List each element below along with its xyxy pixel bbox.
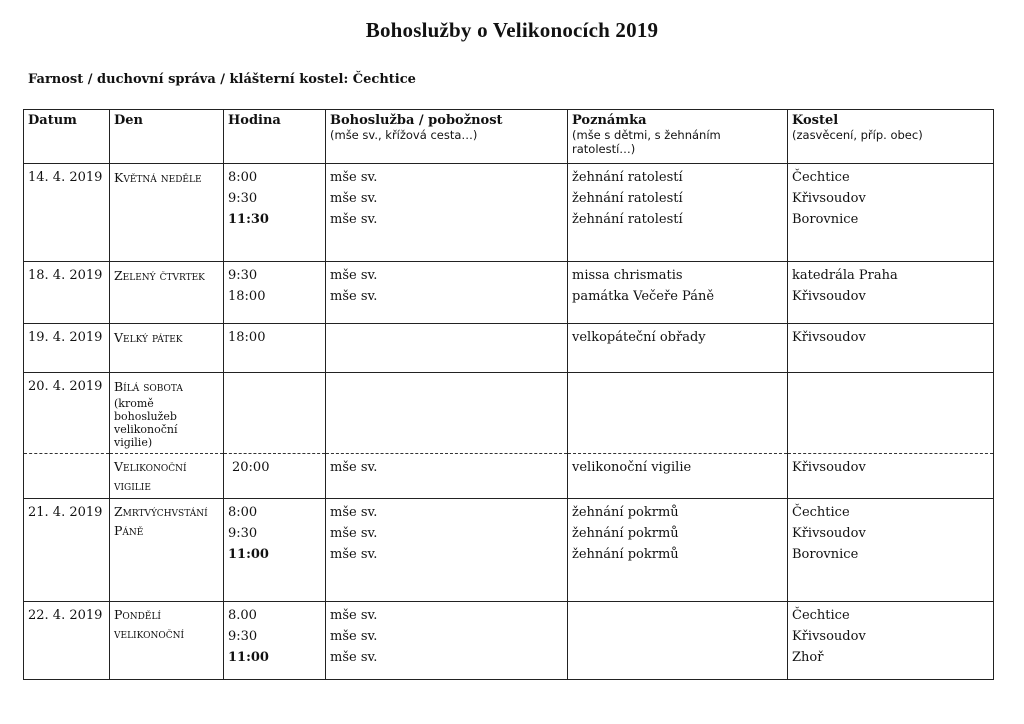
date-cell bbox=[24, 324, 110, 373]
header-bohosluzba bbox=[326, 110, 568, 164]
date-cell bbox=[24, 602, 110, 680]
church-cell bbox=[788, 499, 994, 602]
service-text: mše sv. bbox=[330, 629, 378, 644]
service-text: mše sv. bbox=[330, 650, 378, 665]
note-cell bbox=[568, 499, 788, 602]
date-text: 14. 4. 2019 bbox=[28, 170, 103, 185]
date-text: 18. 4. 2019 bbox=[28, 268, 103, 283]
date-text: 22. 4. 2019 bbox=[28, 608, 103, 623]
table-row bbox=[24, 262, 994, 324]
service-text: mše sv. bbox=[330, 268, 378, 283]
date-cell bbox=[24, 454, 110, 499]
church-text: Křivsoudov bbox=[792, 629, 866, 644]
day-text: Bílá sobota bbox=[114, 379, 183, 394]
day-cell bbox=[110, 262, 224, 324]
note-text: žehnání pokrmů bbox=[572, 505, 679, 520]
page-title: Bohoslužby o Velikonocích 2019 bbox=[365, 18, 659, 42]
date-cell bbox=[24, 373, 110, 454]
table-row bbox=[24, 499, 994, 602]
header-poznamka-sub: (mše s dětmi, s žehnáním ratolestí…) bbox=[572, 128, 721, 156]
date-text: 21. 4. 2019 bbox=[28, 505, 103, 520]
day-cell bbox=[110, 373, 224, 454]
church-cell bbox=[788, 602, 994, 680]
church-text: Křivsoudov bbox=[792, 460, 866, 475]
note-cell bbox=[568, 602, 788, 680]
service-cell bbox=[326, 602, 568, 680]
day-text: Velikonoční vigilie bbox=[114, 459, 187, 493]
date-cell bbox=[24, 499, 110, 602]
day-text: Květná neděle bbox=[114, 170, 202, 185]
time-text: 11:00 bbox=[228, 650, 269, 665]
church-text: Čechtice bbox=[792, 505, 850, 520]
service-text: mše sv. bbox=[330, 212, 378, 227]
parish-line: Farnost / duchovní správa / klášterní kostel: Čechtice bbox=[28, 72, 416, 87]
note-text: památka Večeře Páně bbox=[572, 289, 715, 304]
church-text: Borovnice bbox=[792, 547, 859, 562]
day-cell bbox=[110, 602, 224, 680]
day-text: Velký pátek bbox=[114, 330, 183, 345]
service-cell bbox=[326, 454, 568, 499]
time-cell bbox=[224, 164, 326, 262]
header-kostel-sub: (zasvěcení, příp. obec) bbox=[792, 128, 923, 142]
note-text: žehnání pokrmů bbox=[572, 547, 679, 562]
note-cell bbox=[568, 262, 788, 324]
church-text: katedrála Praha bbox=[792, 268, 898, 283]
service-cell bbox=[326, 262, 568, 324]
time-text: 20:00 bbox=[232, 460, 270, 475]
day-cell bbox=[110, 324, 224, 373]
time-text: 18:00 bbox=[228, 330, 266, 345]
church-text: Křivsoudov bbox=[792, 289, 866, 304]
church-text: Křivsoudov bbox=[792, 191, 866, 206]
time-text: 9:30 bbox=[228, 191, 258, 206]
day-cell bbox=[110, 454, 224, 499]
service-cell bbox=[326, 324, 568, 373]
header-hodina: Hodina bbox=[224, 110, 326, 164]
time-text: 8.00 bbox=[228, 608, 257, 623]
church-cell bbox=[788, 373, 994, 454]
header-datum: Datum bbox=[24, 110, 110, 164]
table-row bbox=[24, 324, 994, 373]
note-text: žehnání ratolestí bbox=[572, 191, 683, 206]
date-cell bbox=[24, 164, 110, 262]
service-text: mše sv. bbox=[330, 547, 378, 562]
service-cell bbox=[326, 164, 568, 262]
church-cell bbox=[788, 324, 994, 373]
service-text: mše sv. bbox=[330, 505, 378, 520]
header-bohosluzba-label: Bohoslužba / pobožnost bbox=[330, 113, 503, 128]
service-text bbox=[330, 327, 563, 348]
service-text: mše sv. bbox=[330, 170, 378, 185]
time-cell bbox=[224, 324, 326, 373]
table-row bbox=[24, 164, 994, 262]
note-text: velkopáteční obřady bbox=[572, 330, 706, 345]
service-text: mše sv. bbox=[330, 191, 378, 206]
note-cell bbox=[568, 164, 788, 262]
service-text: mše sv. bbox=[330, 608, 378, 623]
time-text: 9:30 bbox=[228, 268, 258, 283]
time-text: 11:30 bbox=[228, 212, 269, 227]
day-note: (kromě bohoslužeb velikonoční vigilie) bbox=[114, 397, 178, 449]
table-row bbox=[24, 373, 994, 454]
service-cell bbox=[326, 373, 568, 454]
time-text: 18:00 bbox=[228, 289, 266, 304]
day-cell bbox=[110, 499, 224, 602]
time-cell bbox=[224, 602, 326, 680]
note-text: žehnání ratolestí bbox=[572, 212, 683, 227]
header-poznamka-label: Poznámka bbox=[572, 113, 647, 128]
day-text: Zelený čtvrtek bbox=[114, 268, 205, 283]
day-text: Zmrtvýchvstání Páně bbox=[114, 504, 208, 538]
header-den: Den bbox=[110, 110, 224, 164]
church-text: Borovnice bbox=[792, 212, 859, 227]
header-poznamka bbox=[568, 110, 788, 164]
time-cell bbox=[224, 373, 326, 454]
time-cell bbox=[224, 499, 326, 602]
church-text: Čechtice bbox=[792, 170, 850, 185]
date-text: 20. 4. 2019 bbox=[28, 379, 103, 394]
time-text: 8:00 bbox=[228, 505, 258, 520]
service-cell bbox=[326, 499, 568, 602]
header-bohosluzba-sub: (mše sv., křížová cesta…) bbox=[330, 128, 478, 142]
church-text: Zhoř bbox=[792, 650, 824, 665]
church-text: Křivsoudov bbox=[792, 526, 866, 541]
church-cell bbox=[788, 454, 994, 499]
service-text: mše sv. bbox=[330, 526, 378, 541]
date-text: 19. 4. 2019 bbox=[28, 330, 103, 345]
table-row bbox=[24, 602, 994, 680]
time-text: 9:30 bbox=[228, 629, 258, 644]
time-text: 8:00 bbox=[228, 170, 258, 185]
note-text: missa chrismatis bbox=[572, 268, 683, 283]
time-cell bbox=[224, 262, 326, 324]
church-cell bbox=[788, 164, 994, 262]
note-text: žehnání pokrmů bbox=[572, 526, 679, 541]
time-text: 11:00 bbox=[228, 547, 269, 562]
church-text: Čechtice bbox=[792, 608, 850, 623]
service-text: mše sv. bbox=[330, 289, 378, 304]
note-text: velikonoční vigilie bbox=[572, 460, 692, 475]
church-cell bbox=[788, 262, 994, 324]
header-kostel-label: Kostel bbox=[792, 113, 839, 128]
church-text: Křivsoudov bbox=[792, 330, 866, 345]
schedule-table bbox=[23, 109, 994, 680]
time-text: 9:30 bbox=[228, 526, 258, 541]
service-text: mše sv. bbox=[330, 460, 378, 475]
note-cell bbox=[568, 324, 788, 373]
note-cell bbox=[568, 373, 788, 454]
note-cell bbox=[568, 454, 788, 499]
day-cell bbox=[110, 164, 224, 262]
header-row bbox=[24, 110, 994, 164]
header-kostel bbox=[788, 110, 994, 164]
date-cell bbox=[24, 262, 110, 324]
time-cell bbox=[224, 454, 326, 499]
day-text: Pondělí velikonoční bbox=[114, 607, 185, 641]
note-text: žehnání ratolestí bbox=[572, 170, 683, 185]
table-row bbox=[24, 454, 994, 499]
